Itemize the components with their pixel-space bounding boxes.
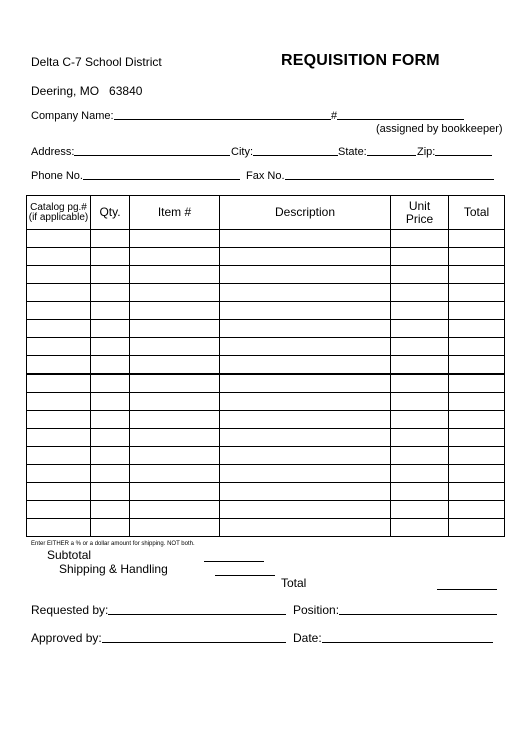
table-row [27, 429, 505, 447]
table-row [27, 356, 505, 375]
table-cell[interactable] [391, 429, 449, 447]
table-cell[interactable] [220, 411, 391, 429]
zip-field[interactable] [417, 146, 492, 158]
table-cell[interactable] [220, 483, 391, 501]
table-cell[interactable] [449, 465, 505, 483]
table-row [27, 393, 505, 411]
table-cell[interactable] [391, 393, 449, 411]
district-zip: 63840 [109, 84, 143, 98]
fax-line[interactable] [285, 179, 494, 180]
date-field[interactable] [293, 631, 493, 645]
vendor-number-label: # [331, 110, 338, 122]
table-cell[interactable] [130, 429, 220, 447]
table-cell[interactable] [27, 248, 91, 266]
table-cell[interactable] [391, 519, 449, 537]
table-cell[interactable] [91, 248, 130, 266]
table-row [27, 501, 505, 519]
table-cell[interactable] [220, 266, 391, 284]
table-cell[interactable] [91, 302, 130, 320]
table-cell[interactable] [391, 483, 449, 501]
fax-label: Fax No. [246, 170, 285, 182]
requested-by-label: Requested by: [31, 603, 109, 617]
table-row [27, 483, 505, 501]
table-cell[interactable] [27, 356, 91, 375]
requested-by-field[interactable] [31, 603, 286, 617]
table-row [27, 411, 505, 429]
table-cell[interactable] [391, 374, 449, 393]
table-cell[interactable] [91, 447, 130, 465]
table-cell[interactable] [130, 248, 220, 266]
table-cell[interactable] [449, 356, 505, 375]
position-field[interactable] [293, 603, 497, 617]
table-cell[interactable] [220, 284, 391, 302]
table-cell[interactable] [449, 284, 505, 302]
state-line[interactable] [367, 155, 416, 156]
date-label: Date: [293, 631, 322, 645]
address-line[interactable] [74, 155, 230, 156]
table-cell[interactable] [130, 284, 220, 302]
table-cell[interactable] [391, 302, 449, 320]
state-label: State: [338, 146, 367, 158]
table-cell[interactable] [130, 338, 220, 356]
table-cell[interactable] [91, 266, 130, 284]
company-name-label: Company Name: [31, 110, 114, 122]
phone-field[interactable] [31, 170, 240, 182]
district-name: Delta C-7 School District [31, 55, 162, 69]
table-cell[interactable] [27, 501, 91, 519]
total-line[interactable] [437, 589, 497, 590]
shipping-line[interactable] [215, 575, 275, 576]
position-line[interactable] [339, 614, 497, 615]
table-cell[interactable] [220, 393, 391, 411]
table-cell[interactable] [130, 519, 220, 537]
table-cell[interactable] [130, 266, 220, 284]
table-cell[interactable] [27, 429, 91, 447]
requested-by-line[interactable] [108, 614, 286, 615]
vendor-number-field[interactable] [331, 110, 464, 122]
approved-by-field[interactable] [31, 631, 286, 645]
table-row [27, 519, 505, 537]
table-row [27, 447, 505, 465]
table-cell[interactable] [391, 447, 449, 465]
col-header-catalog: Catalog pg.# (if applicable) [27, 196, 91, 230]
zip-line[interactable] [435, 155, 492, 156]
table-cell[interactable] [130, 483, 220, 501]
table-cell[interactable] [91, 465, 130, 483]
approved-by-line[interactable] [102, 642, 286, 643]
table-cell[interactable] [220, 248, 391, 266]
table-cell[interactable] [27, 230, 91, 248]
subtotal-line[interactable] [204, 561, 264, 562]
table-cell[interactable] [449, 320, 505, 338]
form-title: REQUISITION FORM [281, 52, 440, 69]
table-header-row [27, 196, 505, 230]
table-cell[interactable] [91, 501, 130, 519]
table-cell[interactable] [91, 284, 130, 302]
table-row [27, 248, 505, 266]
table-cell[interactable] [220, 501, 391, 519]
table-cell[interactable] [220, 465, 391, 483]
table-cell[interactable] [27, 338, 91, 356]
col-header-total: Total [449, 196, 505, 230]
city-field[interactable] [231, 146, 338, 158]
table-cell[interactable] [91, 230, 130, 248]
table-row [27, 338, 505, 356]
table-cell[interactable] [27, 447, 91, 465]
table-cell[interactable] [449, 374, 505, 393]
table-cell[interactable] [391, 501, 449, 519]
table-cell[interactable] [27, 519, 91, 537]
table-cell[interactable] [449, 501, 505, 519]
table-cell[interactable] [449, 411, 505, 429]
date-line[interactable] [322, 642, 493, 643]
table-cell[interactable] [27, 302, 91, 320]
table-cell[interactable] [27, 320, 91, 338]
address-label: Address: [31, 146, 75, 158]
table-cell[interactable] [220, 338, 391, 356]
table-cell[interactable] [130, 320, 220, 338]
table-cell[interactable] [449, 248, 505, 266]
table-cell[interactable] [91, 356, 130, 375]
table-row [27, 230, 505, 248]
table-row [27, 465, 505, 483]
table-cell[interactable] [91, 483, 130, 501]
table-cell[interactable] [220, 429, 391, 447]
table-cell[interactable] [391, 248, 449, 266]
table-cell[interactable] [130, 302, 220, 320]
assigned-note: (assigned by bookkeeper) [376, 123, 503, 135]
table-cell[interactable] [130, 447, 220, 465]
table-cell[interactable] [449, 483, 505, 501]
table-cell[interactable] [130, 411, 220, 429]
phone-line[interactable] [83, 179, 240, 180]
table-cell[interactable] [449, 393, 505, 411]
col-header-item: Item # [130, 196, 220, 230]
table-cell[interactable] [27, 284, 91, 302]
table-row [27, 302, 505, 320]
table-cell[interactable] [391, 230, 449, 248]
company-name-line[interactable] [114, 119, 331, 120]
table-row [27, 284, 505, 302]
table-cell[interactable] [91, 320, 130, 338]
city-line[interactable] [253, 155, 338, 156]
table-cell[interactable] [27, 483, 91, 501]
city-label: City: [231, 146, 253, 158]
fax-field[interactable] [246, 170, 494, 182]
table-cell[interactable] [449, 519, 505, 537]
table-cell[interactable] [130, 230, 220, 248]
company-name-field[interactable] [31, 110, 331, 122]
position-label: Position: [293, 603, 340, 617]
table-cell[interactable] [449, 266, 505, 284]
col-header-qty: Qty. [91, 196, 130, 230]
items-table [26, 195, 505, 537]
table-cell[interactable] [130, 374, 220, 393]
table-cell[interactable] [220, 230, 391, 248]
col-header-unit-price: Unit Price [391, 196, 449, 230]
table-cell[interactable] [391, 465, 449, 483]
table-cell[interactable] [220, 320, 391, 338]
table-body [27, 230, 505, 537]
table-cell[interactable] [391, 320, 449, 338]
table-cell[interactable] [27, 374, 91, 393]
table-row [27, 374, 505, 393]
table-cell[interactable] [391, 356, 449, 375]
table-cell[interactable] [391, 266, 449, 284]
table-cell[interactable] [27, 411, 91, 429]
state-field[interactable] [338, 146, 416, 158]
table-row [27, 320, 505, 338]
address-field[interactable] [31, 146, 230, 158]
col-header-description: Description [220, 196, 391, 230]
table-cell[interactable] [449, 302, 505, 320]
table-cell[interactable] [27, 465, 91, 483]
table-cell[interactable] [220, 356, 391, 375]
table-cell[interactable] [220, 447, 391, 465]
total-label: Total [281, 576, 307, 590]
table-cell[interactable] [130, 356, 220, 375]
table-cell[interactable] [91, 374, 130, 393]
table-cell[interactable] [220, 519, 391, 537]
zip-label: Zip: [417, 146, 436, 158]
table-cell[interactable] [91, 338, 130, 356]
table-cell[interactable] [130, 465, 220, 483]
table-cell[interactable] [449, 429, 505, 447]
district-city [31, 84, 142, 98]
table-cell[interactable] [91, 429, 130, 447]
table-cell[interactable] [27, 266, 91, 284]
table-cell[interactable] [130, 501, 220, 519]
table-cell[interactable] [91, 519, 130, 537]
approved-by-label: Approved by: [31, 631, 102, 645]
table-cell[interactable] [220, 302, 391, 320]
table-cell[interactable] [391, 411, 449, 429]
table-cell[interactable] [91, 411, 130, 429]
shipping-label: Shipping & Handling [59, 562, 168, 576]
city-state: Deering, MO [31, 84, 100, 98]
vendor-number-line[interactable] [337, 119, 464, 120]
table-row [27, 266, 505, 284]
table-cell[interactable] [391, 284, 449, 302]
phone-label: Phone No. [31, 170, 83, 182]
table-cell[interactable] [27, 393, 91, 411]
table-cell[interactable] [220, 374, 391, 393]
table-cell[interactable] [449, 230, 505, 248]
table-cell[interactable] [130, 393, 220, 411]
table-cell[interactable] [391, 338, 449, 356]
subtotal-label: Subtotal [47, 548, 92, 562]
table-cell[interactable] [449, 338, 505, 356]
table-cell[interactable] [91, 393, 130, 411]
table-cell[interactable] [449, 447, 505, 465]
shipping-note: Enter EITHER a % or a dollar amount for shipping. NOT both. [31, 541, 195, 547]
